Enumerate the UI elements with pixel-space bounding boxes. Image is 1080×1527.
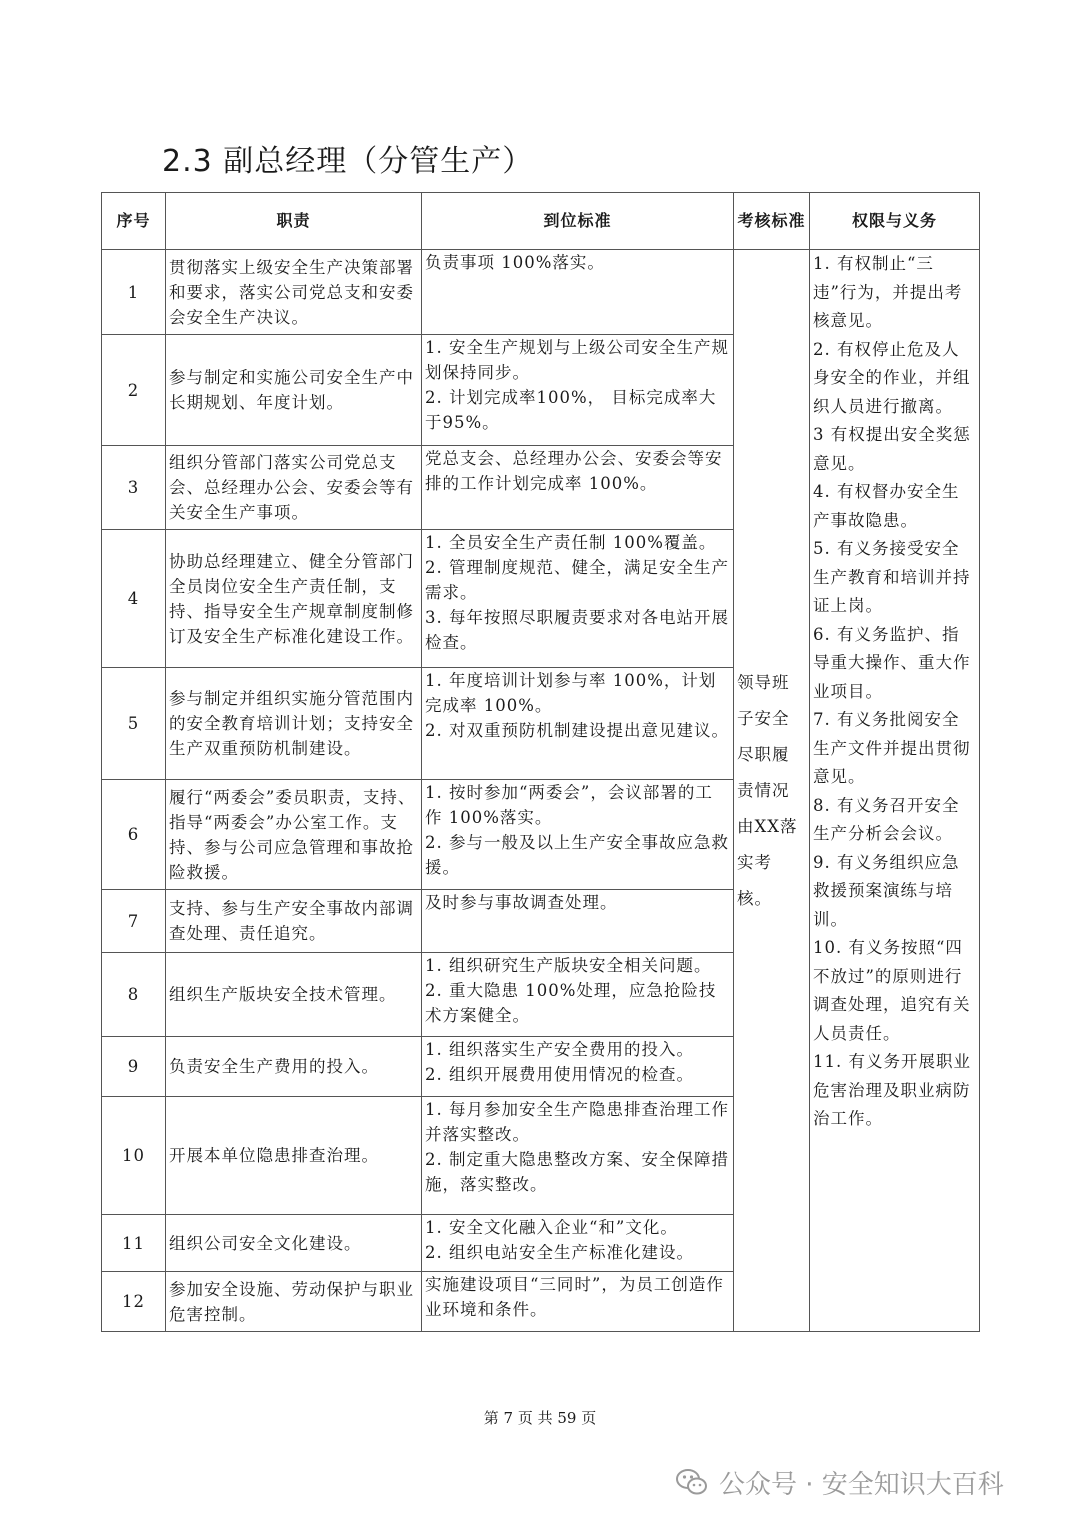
row-number: 3 <box>102 446 166 530</box>
standard-item: 3. 每年按照尽职履责要求对各电站开展检查。 <box>425 608 729 652</box>
row-number: 9 <box>102 1037 166 1097</box>
standard-cell <box>422 530 734 668</box>
header-rights: 权限与义务 <box>810 193 980 250</box>
duty-cell: 支持、参与生产安全事故内部调查处理、责任追究。 <box>166 890 422 953</box>
standard-cell <box>422 1037 734 1097</box>
duty-cell: 履行“两委会”委员职责，支持、指导“两委会”办公室工作。支持、参与公司应急管理和事故抢险救援。 <box>166 780 422 890</box>
rights-item: 8. 有义务召开安全生产分析会会议。 <box>813 795 960 843</box>
standard-item: 2. 组织开展费用使用情况的检查。 <box>425 1065 694 1084</box>
watermark <box>675 1462 1004 1502</box>
duty-cell: 开展本单位隐患排查治理。 <box>166 1097 422 1215</box>
table-row <box>102 250 980 335</box>
row-number: 8 <box>102 953 166 1037</box>
standard-item: 及时参与事故调查处理。 <box>425 893 618 912</box>
rights-item: 4. 有权督办安全生产事故隐患。 <box>813 482 960 530</box>
table-header-row <box>102 193 980 250</box>
rights-item: 5. 有义务接受安全生产教育和培训并持证上岗。 <box>813 539 971 615</box>
row-number: 4 <box>102 530 166 668</box>
duty-cell: 组织分管部门落实公司党总支会、总经理办公会、安委会等有关安全生产事项。 <box>166 446 422 530</box>
duty-cell: 协助总经理建立、健全分管部门全员岗位安全生产责任制，支持、指导安全生产规章制度制修订及安全生产标准化建设工作。 <box>166 530 422 668</box>
page-footer: 第 7 页 共 59 页 <box>483 1409 597 1427</box>
row-number: 12 <box>102 1272 166 1332</box>
duty-cell: 负责安全生产费用的投入。 <box>166 1037 422 1097</box>
standard-item: 负责事项 100%落实。 <box>425 253 605 272</box>
standard-item: 1. 每月参加安全生产隐患排查治理工作并落实整改。 <box>425 1100 729 1144</box>
header-duty: 职责 <box>166 193 422 250</box>
duty-cell: 参与制定并组织实施分管范围内的安全教育培训计划；支持安全生产双重预防机制建设。 <box>166 668 422 780</box>
rights-item: 1. 有权制止“三违”行为，并提出考核意见。 <box>813 254 963 330</box>
row-number: 10 <box>102 1097 166 1215</box>
responsibility-table <box>101 192 980 1332</box>
assessment-cell: 领导班子安全尽职履责情况由XX落实考核。 <box>734 250 810 1332</box>
standard-item: 1. 年度培训计划参与率 100%，计划完成率 100%。 <box>425 671 717 715</box>
header-no: 序号 <box>102 193 166 250</box>
standard-item: 实施建设项目“三同时”，为员工创造作业环境和条件。 <box>425 1275 724 1319</box>
header-assessment: 考核标准 <box>734 193 810 250</box>
duty-cell: 贯彻落实上级安全生产决策部署和要求，落实公司党总支和安委会安全生产决议。 <box>166 250 422 335</box>
wechat-icon <box>675 1465 709 1499</box>
section-title: 2.3 副总经理（分管生产） <box>162 144 534 179</box>
duty-cell: 参加安全设施、劳动保护与职业危害控制。 <box>166 1272 422 1332</box>
rights-item: 10. 有义务按照“四不放过”的原则进行调查处理，追究有关人员责任。 <box>813 938 971 1043</box>
rights-item: 11. 有义务开展职业危害治理及职业病防治工作。 <box>813 1052 971 1128</box>
standard-cell <box>422 780 734 890</box>
standard-item: 2. 对双重预防机制建设提出意见建议。 <box>425 721 729 740</box>
standard-item: 党总支会、总经理办公会、安委会等安排的工作计划完成率 100%。 <box>425 449 723 493</box>
standard-item: 2. 参与一般及以上生产安全事故应急救援。 <box>425 833 729 877</box>
standard-cell <box>422 1215 734 1272</box>
duty-cell: 组织生产版块安全技术管理。 <box>166 953 422 1037</box>
rights-item: 2. 有权停止危及人身安全的作业，并组织人员进行撤离。 <box>813 339 971 416</box>
standard-item: 2. 制定重大隐患整改方案、安全保障措施，落实整改。 <box>425 1150 729 1194</box>
header-standard: 到位标准 <box>422 193 734 250</box>
standard-cell <box>422 668 734 780</box>
standard-cell <box>422 1272 734 1332</box>
standard-cell <box>422 446 734 530</box>
rights-cell <box>810 250 980 1332</box>
duty-cell: 参与制定和实施公司安全生产中长期规划、年度计划。 <box>166 335 422 446</box>
standard-item: 1. 按时参加“两委会”，会议部署的工作 100%落实。 <box>425 783 713 827</box>
row-number: 5 <box>102 668 166 780</box>
row-number: 6 <box>102 780 166 890</box>
standard-cell <box>422 953 734 1037</box>
standard-item: 2. 组织电站安全生产标准化建设。 <box>425 1243 694 1262</box>
standard-cell <box>422 335 734 446</box>
row-number: 2 <box>102 335 166 446</box>
standard-cell <box>422 1097 734 1215</box>
row-number: 7 <box>102 890 166 953</box>
rights-item: 6. 有义务监护、指导重大操作、重大作业项目。 <box>813 624 971 701</box>
watermark-text: 公众号 · 安全知识大百科 <box>719 1469 1004 1500</box>
standard-item: 1. 安全生产规划与上级公司安全生产规划保持同步。 <box>425 338 729 382</box>
duty-cell: 组织公司安全文化建设。 <box>166 1215 422 1272</box>
standard-cell <box>422 250 734 335</box>
standard-cell <box>422 890 734 953</box>
rights-item: 9. 有义务组织应急救援预案演练与培训。 <box>813 852 960 929</box>
standard-item: 1. 组织研究生产版块安全相关问题。 <box>425 956 712 975</box>
row-number: 1 <box>102 250 166 335</box>
standard-item: 1. 安全文化融入企业“和”文化。 <box>425 1218 678 1237</box>
standard-item: 2. 重大隐患 100%处理，应急抢险技术方案健全。 <box>425 981 717 1025</box>
standard-item: 2. 管理制度规范、健全，满足安全生产需求。 <box>425 558 729 602</box>
standard-item: 1. 组织落实生产安全费用的投入。 <box>425 1040 694 1059</box>
standard-item: 1. 全员安全生产责任制 100%覆盖。 <box>425 533 717 552</box>
standard-item: 2. 计划完成率100%， 目标完成率大于95%。 <box>425 388 717 432</box>
row-number: 11 <box>102 1215 166 1272</box>
rights-item: 3 有权提出安全奖惩意见。 <box>813 425 971 473</box>
rights-item: 7. 有义务批阅安全生产文件并提出贯彻意见。 <box>813 710 971 786</box>
